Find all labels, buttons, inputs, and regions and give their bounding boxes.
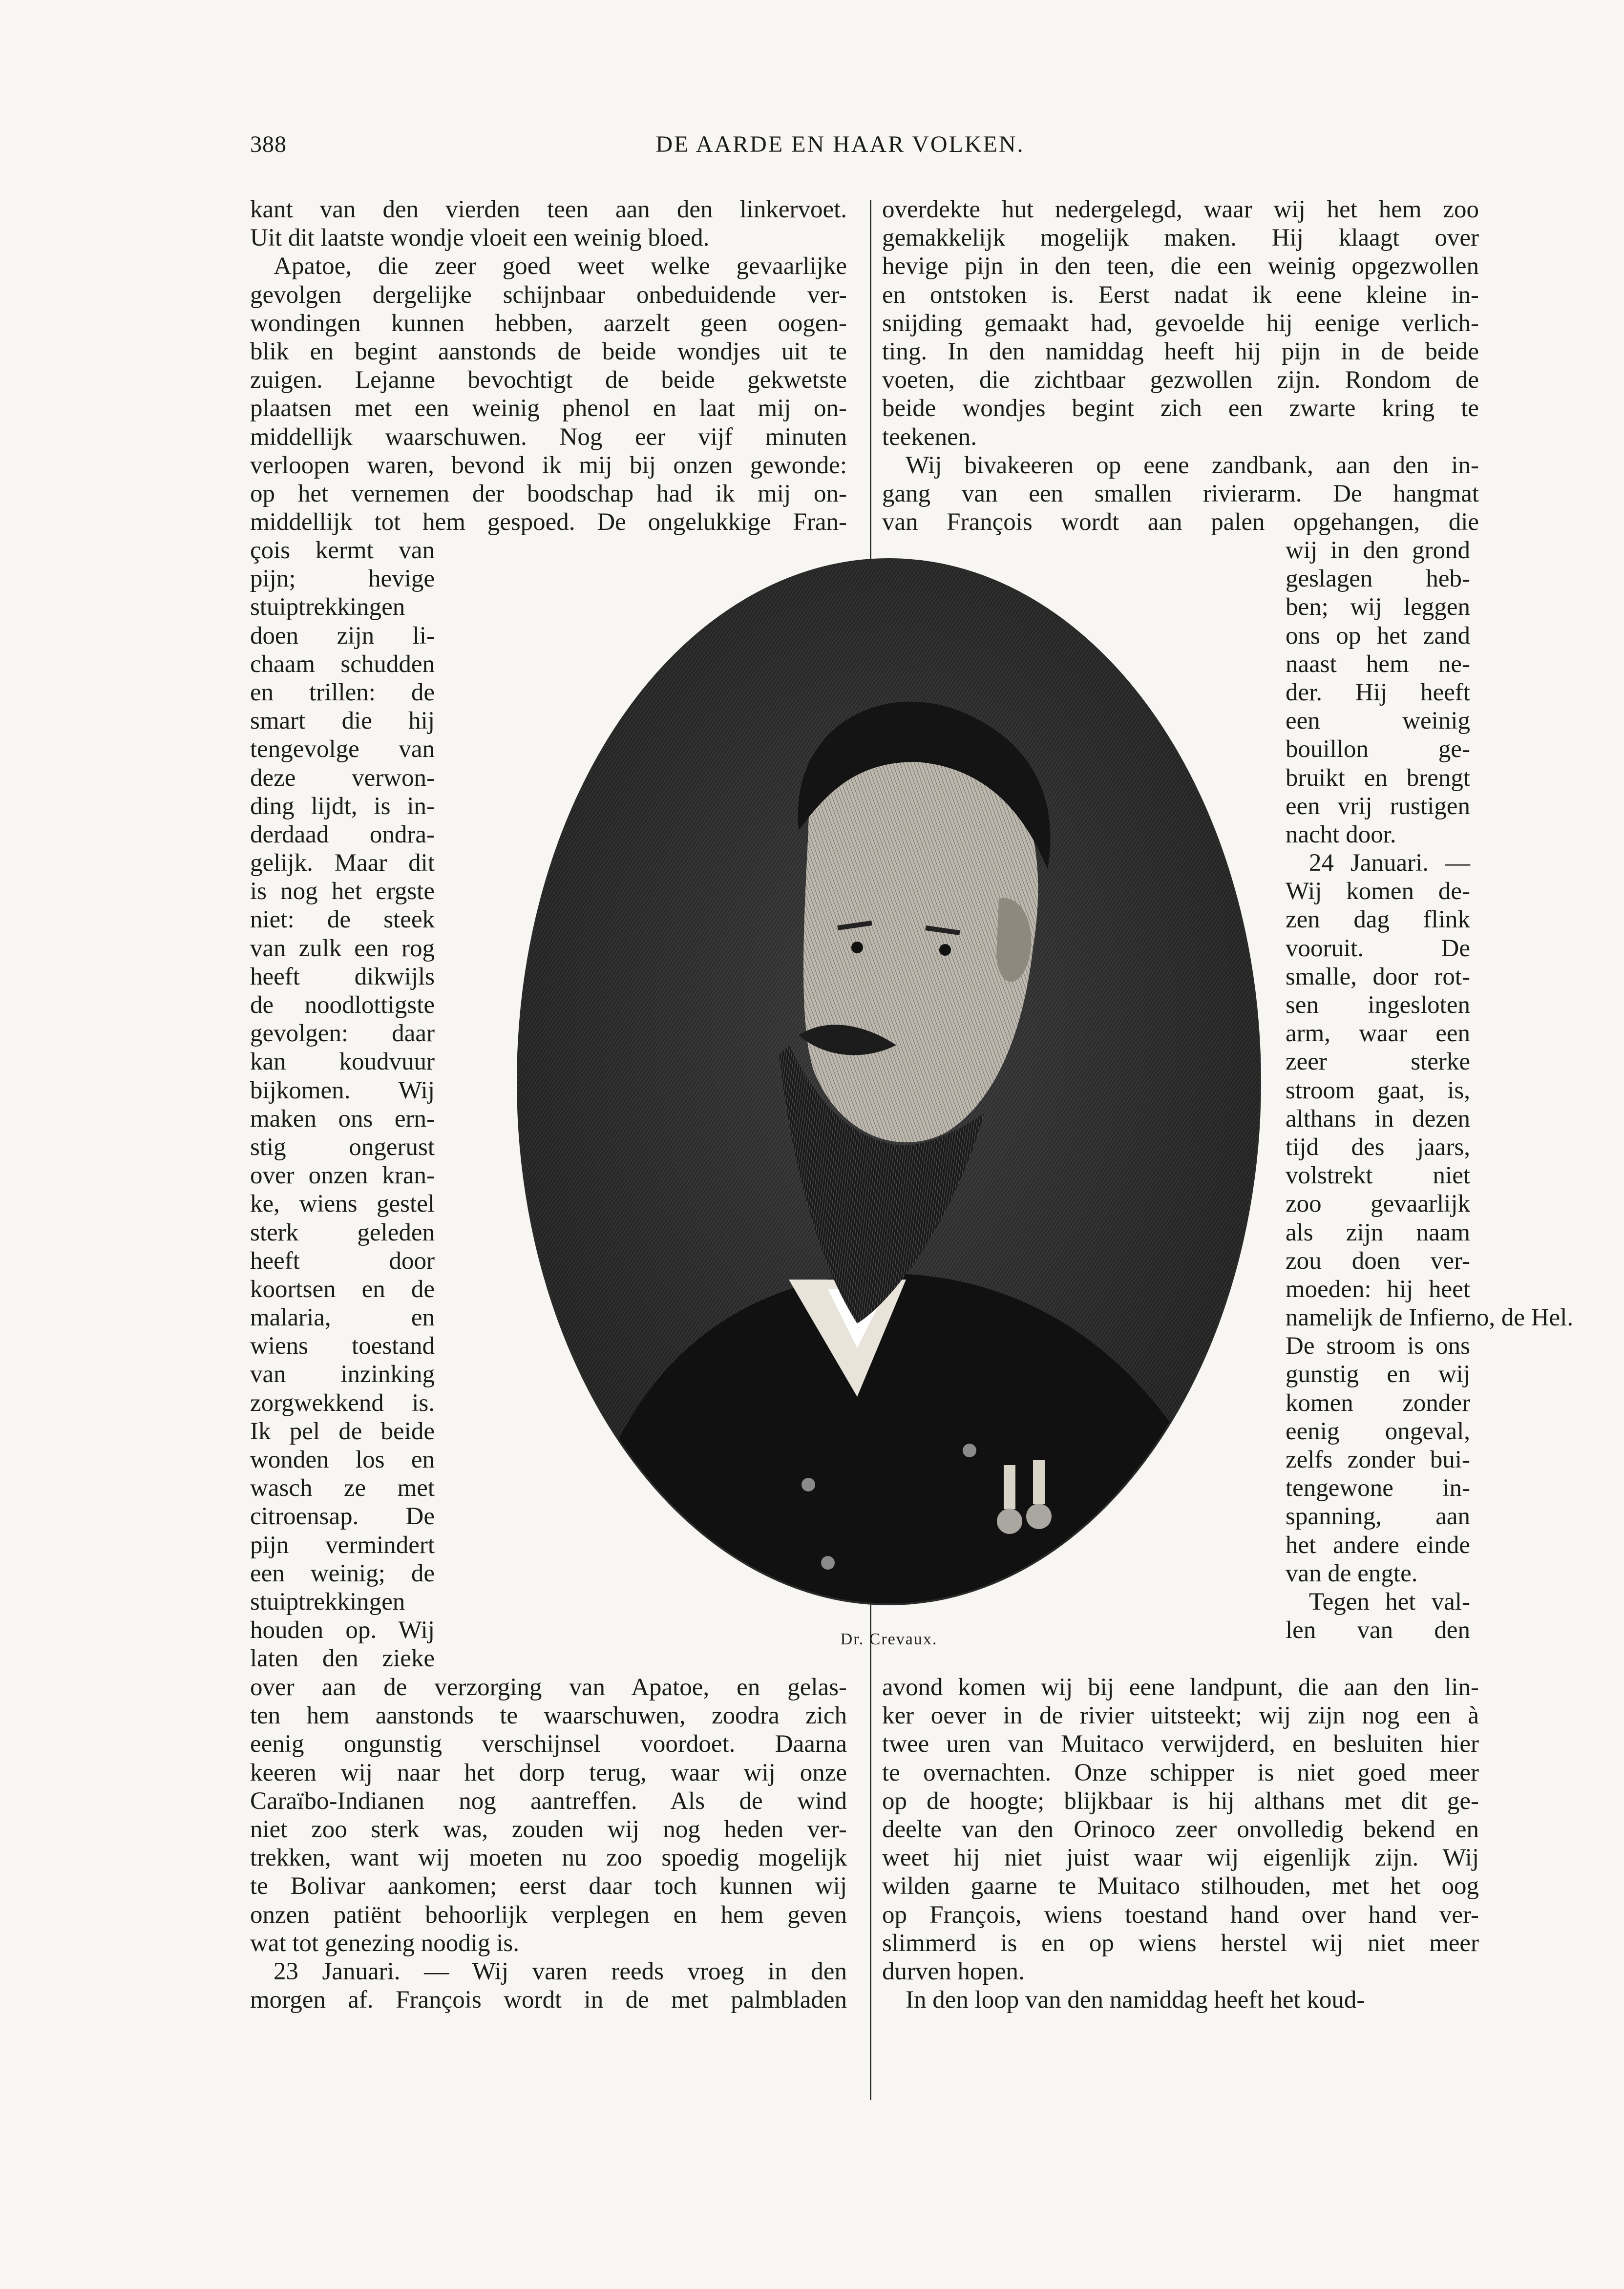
text-line: op de hoogte; blijkbaar is hij althans met dit ge- — [882, 1787, 1479, 1815]
text-line: wondingen kunnen hebben, aarzelt geen oogen- — [250, 309, 847, 337]
left-column-bottom — [250, 1673, 847, 2014]
text-line: plaatsen met een weinig phenol en laat mij on- — [250, 395, 847, 422]
text-line: wij in den grond — [1286, 537, 1470, 564]
text-line: zen dag flink — [1286, 906, 1470, 934]
text-line: van zulk een rog — [250, 934, 435, 962]
text-line: over aan de verzorging van Apatoe, en gelas- — [250, 1674, 847, 1701]
text-line: geslagen heb- — [1286, 565, 1470, 593]
text-line: van inzinking — [250, 1361, 435, 1388]
text-line: zorgwekkend is. — [250, 1389, 435, 1417]
right-column-bottom — [882, 1673, 1479, 2014]
text-line: teekenen. — [882, 423, 977, 451]
running-title: DE AARDE EN HAAR VOLKEN. — [655, 131, 1025, 157]
text-line: gevolgen: daar — [250, 1020, 435, 1048]
text-line: ben; wij leggen — [1286, 593, 1470, 621]
text-line: en trillen: de — [250, 678, 435, 706]
text-line: koortsen en de — [250, 1275, 435, 1303]
text-line: middellijk tot hem gespoed. De ongelukkige Fran- — [250, 508, 847, 536]
text-line: slimmerd is en op wiens herstel wij niet meer — [882, 1929, 1479, 1957]
text-line: trekken, want wij moeten nu zoo spoedig mogelijk — [250, 1844, 847, 1872]
text-line: een weinig; de — [250, 1559, 435, 1587]
text-line: keeren wij naar het dorp terug, waar wij onze — [250, 1759, 847, 1786]
text-line: verloopen waren, bevond ik mij bij onzen gewonde: — [250, 451, 847, 479]
text-line: voeten, die zichtbaar gezwollen zijn. Rondom de — [882, 366, 1479, 394]
text-line: Uit dit laatste wondje vloeit een weinig bloed. — [250, 224, 710, 252]
text-line: gelijk. Maar dit — [250, 849, 435, 877]
text-line: namelijk de Infierno, de Hel. — [1286, 1304, 1574, 1332]
text-line: op François, wiens toestand hand over hand ver- — [882, 1901, 1479, 1929]
text-line: maken ons ern- — [250, 1105, 435, 1133]
text-line: tengewone in- — [1286, 1474, 1470, 1502]
text-line: gang van een smallen rivierarm. De hangmat — [882, 480, 1479, 507]
text-line: ke, wiens gestel — [250, 1190, 435, 1218]
text-line: sen ingesloten — [1286, 991, 1470, 1019]
text-line: In den loop van den namiddag heeft het koud- — [906, 1986, 1365, 2014]
text-line: doen zijn li- — [250, 622, 435, 650]
text-line: heeft dikwijls — [250, 963, 435, 990]
text-line: en ontstoken is. Eerst nadat ik eene kleine in- — [882, 281, 1479, 309]
text-line: morgen af. François wordt in de met palmbladen — [250, 1986, 847, 2014]
text-line: beide wondjes begint zich een zwarte kring te — [882, 395, 1479, 422]
text-line: Wij bivakeeren op eene zandbank, aan den in- — [906, 451, 1479, 479]
text-line: chaam schudden — [250, 650, 435, 678]
text-line: zoo gevaarlijk — [1286, 1190, 1470, 1218]
text-line: bruikt en brengt — [1286, 764, 1470, 792]
text-line: tijd des jaars, — [1286, 1133, 1470, 1161]
text-line: hevige pijn in den teen, die een weinig opgezwollen — [882, 252, 1479, 280]
right-column-top — [882, 195, 1479, 536]
text-line: citroensap. De — [250, 1503, 435, 1531]
text-line: Tegen het val- — [1309, 1588, 1470, 1616]
text-line: stuiptrekkingen — [250, 593, 405, 621]
text-line: volstrekt niet — [1286, 1162, 1470, 1190]
text-line: van de engte. — [1286, 1559, 1418, 1587]
text-line: çois kermt van — [250, 537, 435, 564]
text-line: houden op. Wij — [250, 1617, 435, 1644]
text-line: wonden los en — [250, 1446, 435, 1473]
text-line: ten hem aanstonds te waarschuwen, zoodra zich — [250, 1702, 847, 1730]
text-line: stuiptrekkingen — [250, 1588, 405, 1616]
text-line: De stroom is ons — [1286, 1332, 1470, 1360]
text-line: avond komen wij bij eene landpunt, die aan den lin- — [882, 1674, 1479, 1701]
text-line: malaria, en — [250, 1304, 435, 1332]
text-line: ker oever in de rivier uitsteekt; wij zijn nog een à — [882, 1702, 1479, 1730]
text-line: niet zoo sterk was, zouden wij nog heden ver- — [250, 1815, 847, 1843]
text-line: vooruit. De — [1286, 934, 1470, 962]
text-line: laten den zieke — [250, 1645, 435, 1673]
text-line: pijn; hevige — [250, 565, 435, 593]
text-line: 23 Januari. — Wij varen reeds vroeg in den — [274, 1957, 847, 1985]
text-line: naast hem ne- — [1286, 650, 1470, 678]
text-line: sterk geleden — [250, 1218, 435, 1246]
text-line: pijn vermindert — [250, 1531, 435, 1559]
text-line: twee uren van Muitaco verwijderd, en besluiten hier — [882, 1730, 1479, 1758]
text-line: Wij komen de- — [1286, 878, 1470, 905]
text-line: gemakkelijk mogelijk maken. Hij klaagt over — [882, 224, 1479, 252]
text-line: moeden: hij heet — [1286, 1275, 1470, 1303]
text-line: deze verwon- — [250, 764, 435, 792]
text-line: wasch ze met — [250, 1474, 435, 1502]
text-line: zelfs zonder bui- — [1286, 1446, 1470, 1473]
text-line: smalle, door rot- — [1286, 963, 1470, 990]
text-line: kan koudvuur — [250, 1048, 435, 1076]
text-line: arm, waar een — [1286, 1020, 1470, 1048]
text-line: over onzen kran- — [250, 1162, 435, 1190]
text-line: ting. In den namiddag heeft hij pijn in de beide — [882, 337, 1479, 365]
text-line: zeer sterke — [1286, 1048, 1470, 1076]
text-line: stig ongerust — [250, 1133, 435, 1161]
right-column-narrow — [1286, 536, 1574, 1644]
text-line: deelte van den Orinoco zeer onvolledig bekend en — [882, 1815, 1479, 1843]
text-line: komen zonder — [1286, 1389, 1470, 1417]
text-line: een vrij rustigen — [1286, 792, 1470, 820]
left-column-top — [250, 195, 847, 536]
text-line: Apatoe, die zeer goed weet welke gevaarlijke — [274, 252, 847, 280]
text-line: te overnachten. Onze schipper is niet goed meer — [882, 1759, 1479, 1786]
text-line: spanning, aan — [1286, 1503, 1470, 1531]
text-line: bijkomen. Wij — [250, 1076, 435, 1104]
text-line: middellijk waarschuwen. Nog eer vijf minuten — [250, 423, 847, 451]
text-line: snijding gemaakt had, gevoelde hij eenige verlich- — [882, 309, 1479, 337]
text-line: Ik pel de beide — [250, 1417, 435, 1445]
text-line: van François wordt aan palen opgehangen, die — [882, 508, 1479, 536]
text-line: een weinig — [1286, 707, 1470, 735]
text-line: als zijn naam — [1286, 1218, 1470, 1246]
text-line: het andere einde — [1286, 1531, 1470, 1559]
text-line: len van den — [1286, 1617, 1470, 1644]
text-line: 24 Januari. — — [1309, 849, 1470, 877]
text-line: gevolgen dergelijke schijnbaar onbeduidende ver- — [250, 281, 847, 309]
text-line: wat tot genezing noodig is. — [250, 1929, 519, 1957]
text-line: kant van den vierden teen aan den linkervoet. — [250, 196, 847, 223]
text-line: althans in dezen — [1286, 1105, 1470, 1133]
text-line: overdekte hut nedergelegd, waar wij het hem zoo — [882, 196, 1479, 223]
text-line: zuigen. Lejanne bevochtigt de beide gekwetste — [250, 366, 847, 394]
text-line: durven hopen. — [882, 1957, 1025, 1985]
text-line: nacht door. — [1286, 820, 1396, 848]
text-line: de noodlottigste — [250, 991, 435, 1019]
page-number: 388 — [250, 131, 287, 157]
text-line: bouillon ge- — [1286, 735, 1470, 763]
text-line: te Bolivar aankomen; eerst daar toch kunnen wij — [250, 1872, 847, 1900]
text-line: is nog het ergste — [250, 878, 435, 905]
text-line: derdaad ondra- — [250, 820, 435, 848]
text-line: niet: de steek — [250, 906, 435, 934]
left-column-narrow — [250, 536, 435, 1673]
text-line: weet hij niet juist waar wij eigenlijk zijn. Wij — [882, 1844, 1479, 1872]
text-line: blik en begint aanstonds de beide wondjes uit te — [250, 337, 847, 365]
text-line: wiens toestand — [250, 1332, 435, 1360]
text-line: smart die hij — [250, 707, 435, 735]
text-line: Caraïbo-Indianen nog aantreffen. Als de wind — [250, 1787, 847, 1815]
text-line: eenig ongeval, — [1286, 1417, 1470, 1445]
text-line: heeft door — [250, 1247, 435, 1275]
text-line: op het vernemen der boodschap had ik mij on- — [250, 480, 847, 507]
text-line: tengevolge van — [250, 735, 435, 763]
text-line: stroom gaat, is, — [1286, 1076, 1470, 1104]
text-line: eenig ongunstig verschijnsel voordoet. Daarna — [250, 1730, 847, 1758]
text-line: wilden gaarne te Muitaco stilhouden, met het oog — [882, 1872, 1479, 1900]
figure-caption: Dr. Crevaux. — [840, 1630, 938, 1648]
text-line: onzen patiënt behoorlijk verplegen en hem geven — [250, 1901, 847, 1929]
text-line: gunstig en wij — [1286, 1361, 1470, 1388]
portrait-engraving — [515, 557, 1263, 1607]
text-line: der. Hij heeft — [1286, 678, 1470, 706]
text-line: zou doen ver- — [1286, 1247, 1470, 1275]
text-line: ons op het zand — [1286, 622, 1470, 650]
text-line: ding lijdt, is in- — [250, 792, 435, 820]
